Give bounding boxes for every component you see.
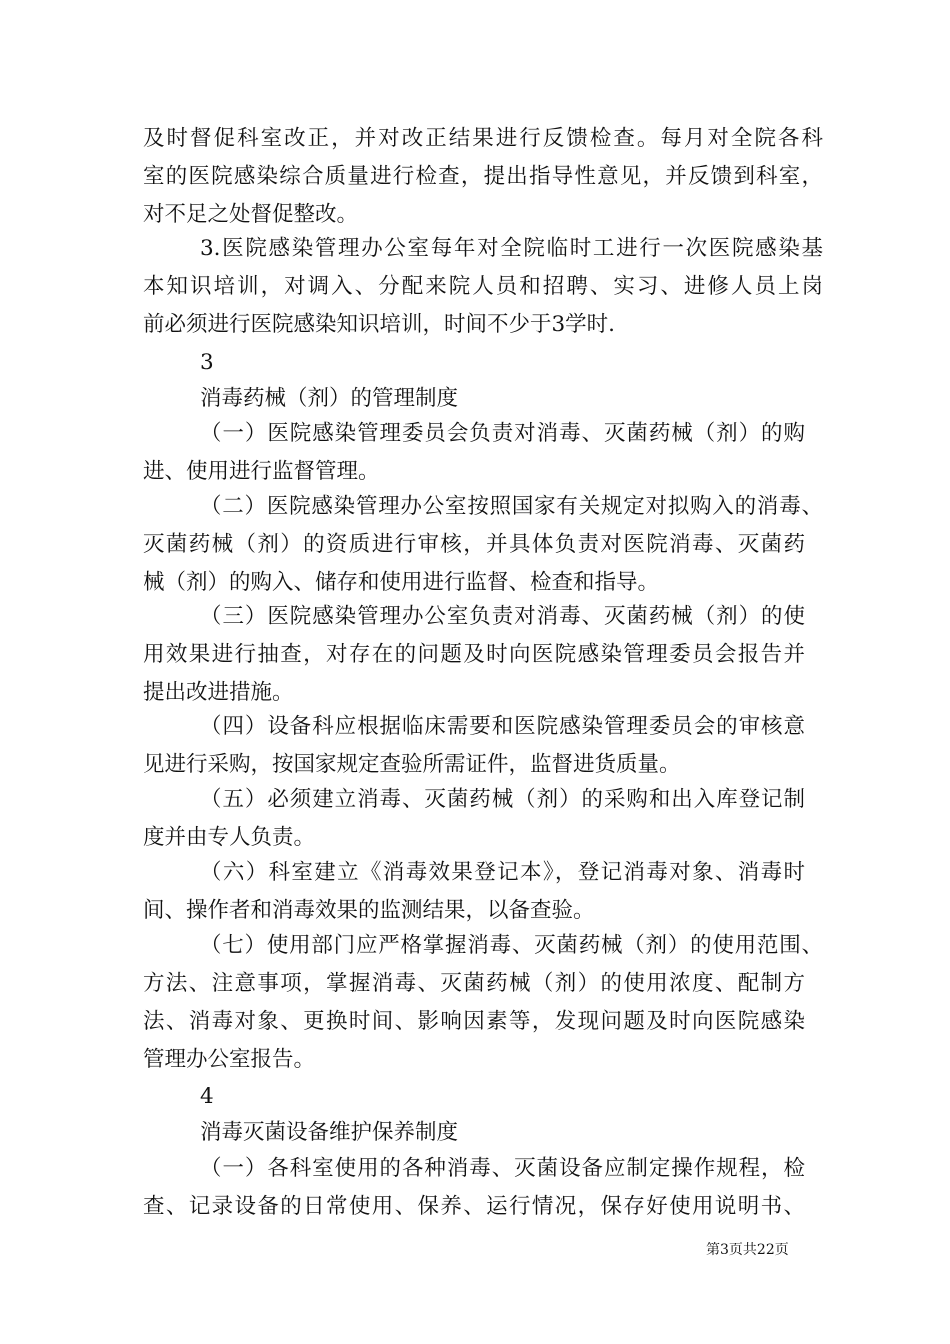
- paragraph-line: 度并由专人负责。: [143, 825, 316, 850]
- section-title: 消毒药械（剂）的管理制度: [200, 386, 459, 411]
- paragraph-line: （一）医院感染管理委员会负责对消毒、灭菌药械（剂）的购: [200, 421, 805, 446]
- paragraph-line: （六）科室建立《消毒效果登记本》，登记消毒对象、消毒时: [200, 860, 805, 885]
- paragraph-line: 查、记录设备的日常使用、保养、运行情况，保存好使用说明书、: [143, 1194, 805, 1219]
- paragraph-line: 灭菌药械（剂）的资质进行审核，并具体负责对医院消毒、灭菌药: [143, 532, 805, 557]
- paragraph-line: 间、操作者和消毒效果的监测结果，以备查验。: [143, 898, 595, 923]
- paragraph-line: 进、使用进行监督管理。: [143, 459, 380, 484]
- paragraph-line: （五）必须建立消毒、灭菌药械（剂）的采购和出入库登记制: [200, 787, 805, 812]
- paragraph-line: 见进行采购，按国家规定查验所需证件，监督进货质量。: [143, 752, 681, 777]
- paragraph-line: 3.医院感染管理办公室每年对全院临时工进行一次医院感染基: [200, 236, 823, 261]
- paragraph-line: 用效果进行抽查，对存在的问题及时向医院感染管理委员会报告并: [143, 642, 805, 667]
- paragraph-line: 室的医院感染综合质量进行检查，提出指导性意见，并反馈到科室，: [143, 164, 823, 189]
- paragraph-line: 方法、注意事项，掌握消毒、灭菌药械（剂）的使用浓度、配制方: [143, 971, 805, 996]
- paragraph-line: 本知识培训，对调入、分配来院人员和招聘、实习、进修人员上岗: [143, 274, 823, 299]
- paragraph-line: 前必须进行医院感染知识培训，时间不少于3学时.: [143, 312, 616, 337]
- paragraph-line: （一）各科室使用的各种消毒、灭菌设备应制定操作规程，检: [200, 1156, 805, 1181]
- paragraph-line: （四）设备科应根据临床需要和医院感染管理委员会的审核意: [200, 714, 805, 739]
- paragraph-line: 及时督促科室改正，并对改正结果进行反馈检查。每月对全院各科: [143, 126, 823, 151]
- section-number: 3: [200, 350, 214, 375]
- paragraph-line: 械（剂）的购入、储存和使用进行监督、检查和指导。: [143, 570, 660, 595]
- paragraph-line: 管理办公室报告。: [143, 1047, 316, 1072]
- paragraph-line: （三）医院感染管理办公室负责对消毒、灭菌药械（剂）的使: [200, 604, 805, 629]
- paragraph-line: 对不足之处督促整改。: [143, 202, 359, 227]
- section-number: 4: [200, 1084, 214, 1109]
- paragraph-line: 法、消毒对象、更换时间、影响因素等，发现问题及时向医院感染: [143, 1009, 805, 1034]
- paragraph-line: （二）医院感染管理办公室按照国家有关规定对拟购入的消毒、: [200, 494, 823, 519]
- paragraph-line: 提出改进措施。: [143, 680, 294, 705]
- paragraph-line: （七）使用部门应严格掌握消毒、灭菌药械（剂）的使用范围、: [200, 933, 823, 958]
- section-title: 消毒灭菌设备维护保养制度: [200, 1120, 459, 1145]
- page-footer: 第3页共22页: [706, 1242, 789, 1258]
